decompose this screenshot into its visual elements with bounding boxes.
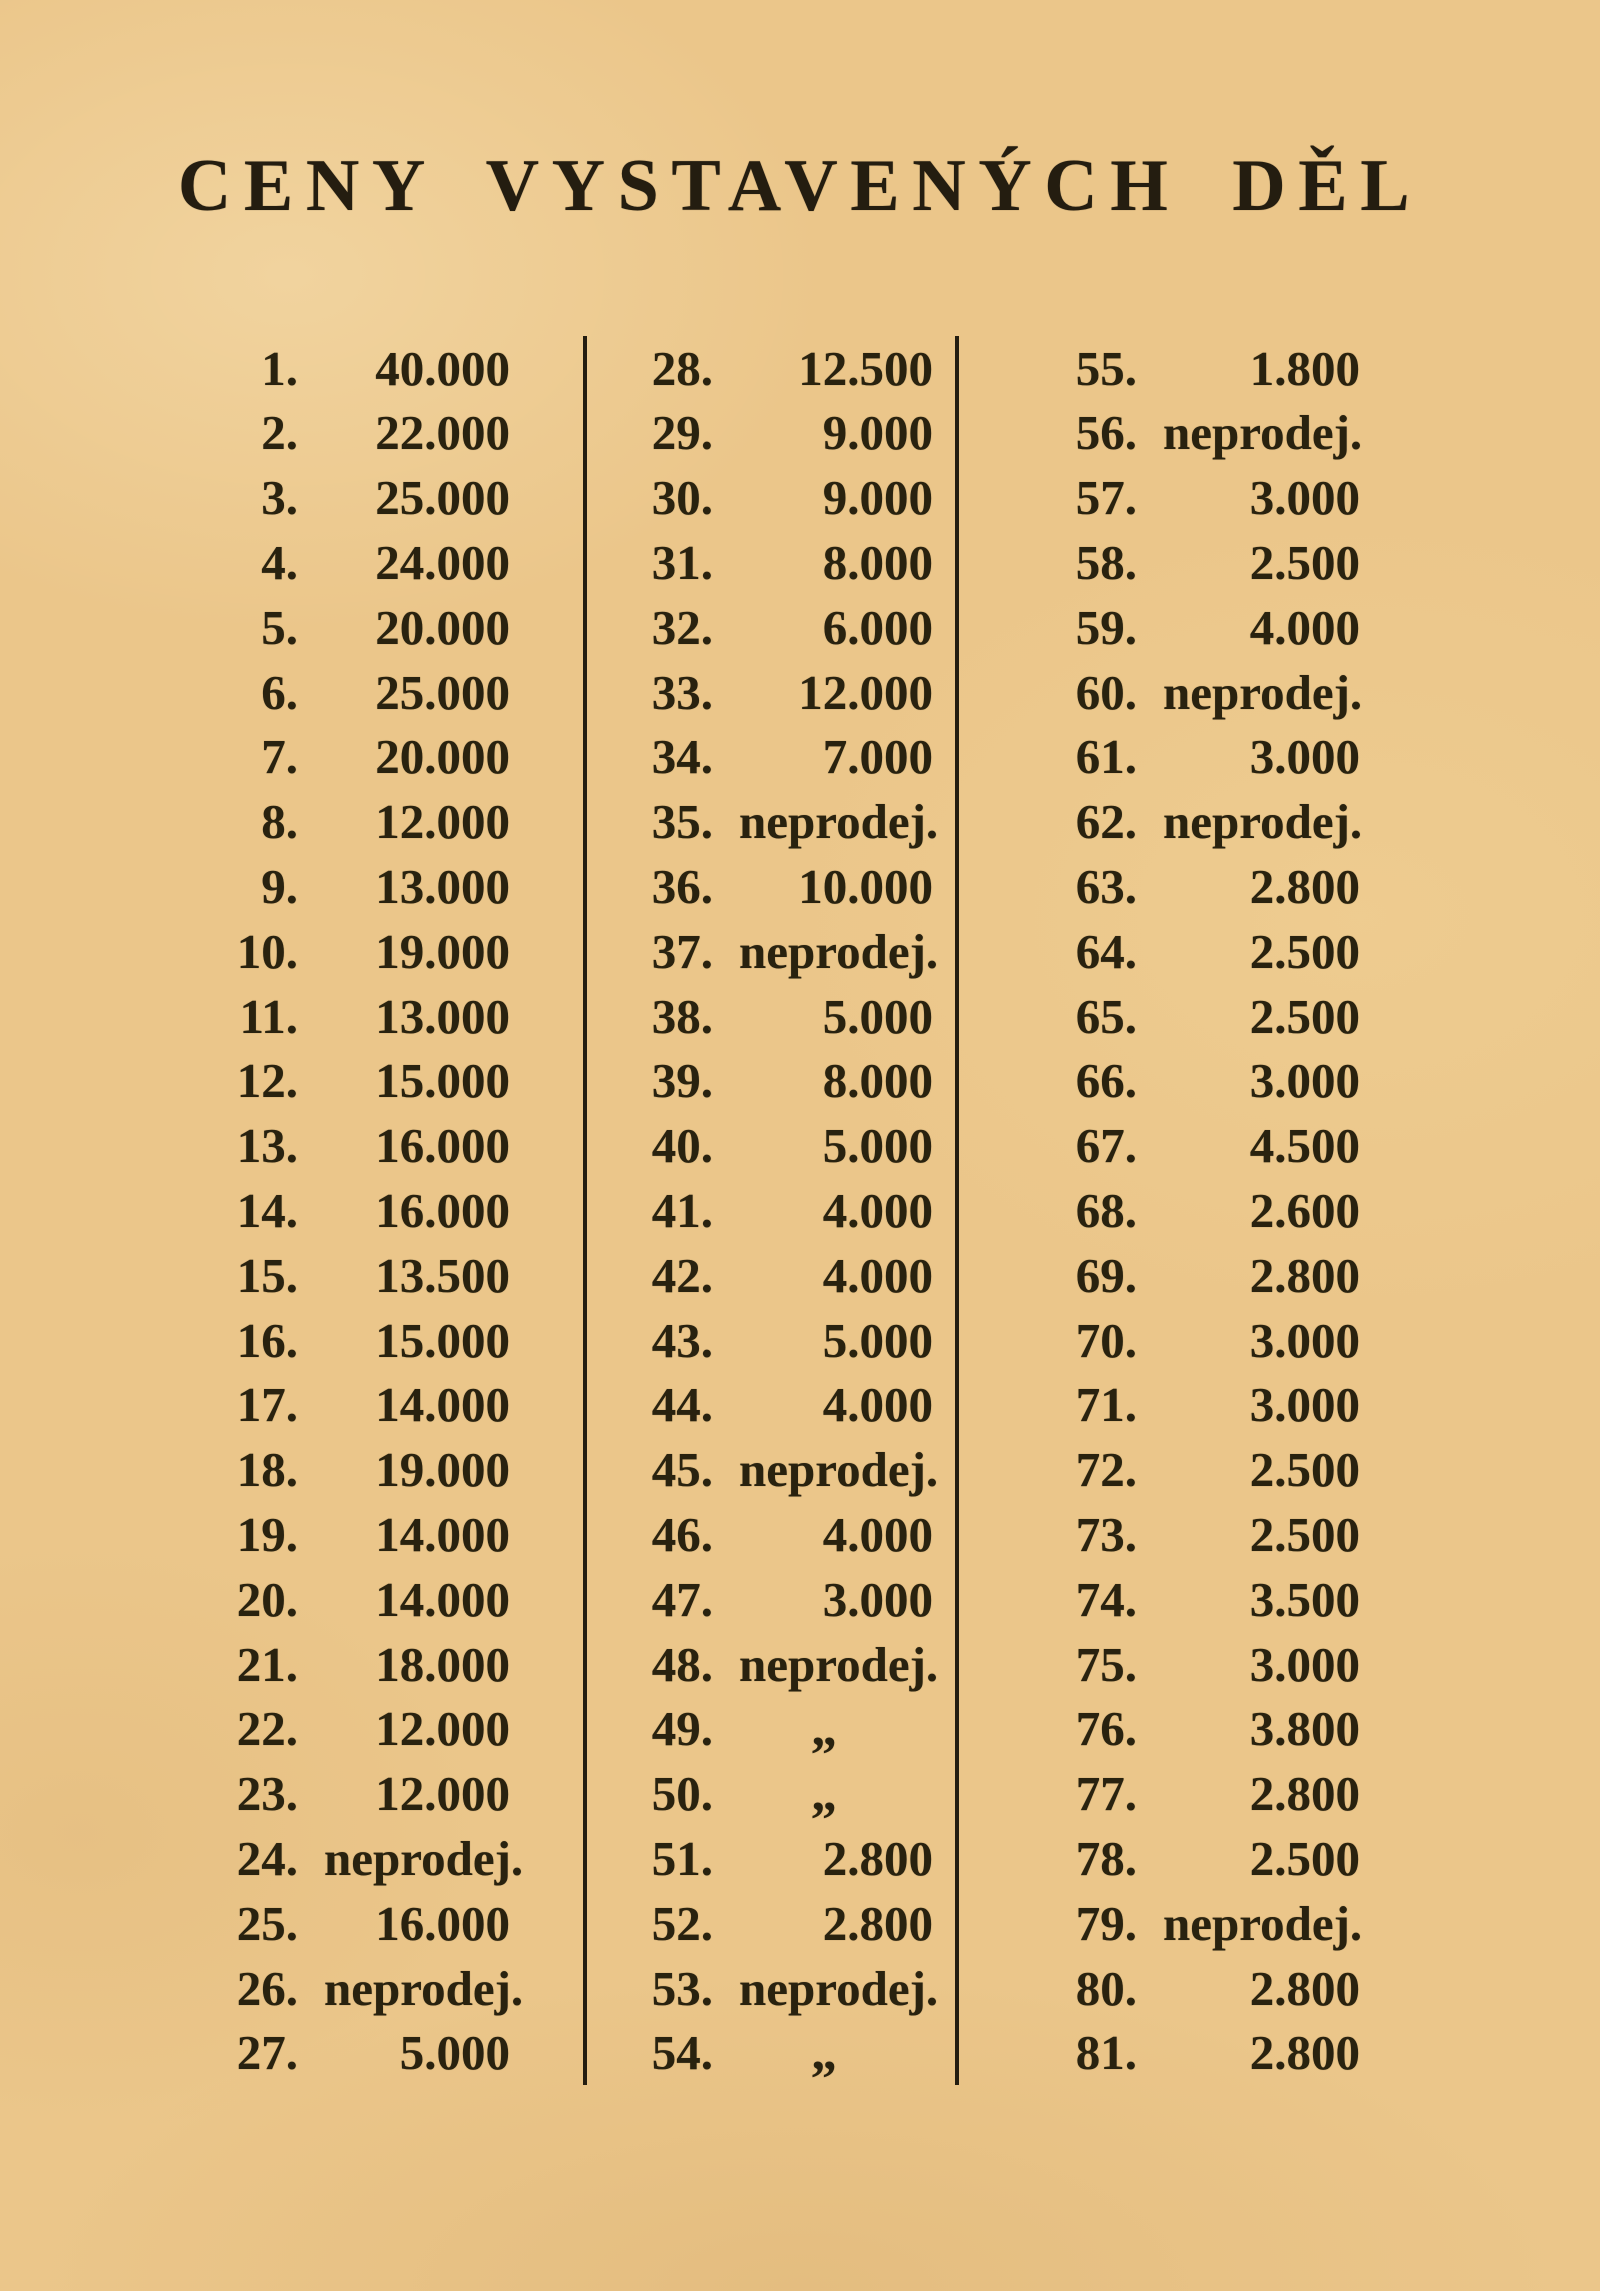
item-price: 2.500	[1249, 988, 1360, 1044]
table-row	[959, 1826, 1412, 1891]
item-price: 9.000	[822, 470, 933, 526]
item-price: 5.000	[822, 1118, 933, 1174]
item-price: 9.000	[822, 405, 933, 461]
table-row	[959, 400, 1412, 465]
item-number: 49.	[651, 1701, 713, 1757]
table-row	[959, 919, 1412, 984]
table-row	[587, 530, 955, 595]
table-row	[587, 854, 955, 919]
item-price: 2.800	[1249, 1247, 1360, 1303]
item-price: 15.000	[375, 1053, 510, 1109]
item-price: 12.000	[375, 1701, 510, 1757]
table-row	[198, 1243, 583, 1308]
item-price: 4.000	[822, 1247, 933, 1303]
item-price: 12.000	[375, 1766, 510, 1822]
item-price: 2.500	[1249, 1830, 1360, 1886]
not-for-sale-label: neprodej.	[739, 1636, 939, 1692]
item-number: 29.	[651, 405, 713, 461]
item-price: 5.000	[399, 2025, 510, 2081]
table-row	[198, 336, 583, 401]
item-price: 3.000	[1249, 470, 1360, 526]
table-row	[587, 789, 955, 854]
item-number: 67.	[1075, 1118, 1137, 1174]
table-row	[959, 1308, 1412, 1373]
item-number: 21.	[236, 1636, 298, 1692]
item-number: 15.	[236, 1247, 298, 1303]
item-number: 5.	[261, 599, 298, 655]
item-price: 13.000	[375, 988, 510, 1044]
item-number: 51.	[651, 1830, 713, 1886]
item-number: 37.	[651, 923, 713, 979]
table-row	[198, 1891, 583, 1956]
item-number: 25.	[236, 1895, 298, 1951]
item-price: 16.000	[375, 1182, 510, 1238]
item-price: 16.000	[375, 1895, 510, 1951]
item-number: 14.	[236, 1182, 298, 1238]
item-number: 33.	[651, 664, 713, 720]
table-row	[959, 1372, 1412, 1437]
table-row	[198, 984, 583, 1049]
table-row	[198, 724, 583, 789]
item-price: 5.000	[822, 1312, 933, 1368]
table-row	[587, 1761, 955, 1826]
item-number: 22.	[236, 1701, 298, 1757]
not-for-sale-label: neprodej.	[739, 923, 939, 979]
not-for-sale-label: neprodej.	[739, 1960, 939, 2016]
item-number: 39.	[651, 1053, 713, 1109]
table-row	[198, 1567, 583, 1632]
item-number: 81.	[1075, 2025, 1137, 2081]
item-number: 42.	[651, 1247, 713, 1303]
item-number: 28.	[651, 340, 713, 396]
item-price: 3.000	[822, 1571, 933, 1627]
item-number: 72.	[1075, 1442, 1137, 1498]
item-price: 5.000	[822, 988, 933, 1044]
item-number: 36.	[651, 858, 713, 914]
table-row	[587, 1048, 955, 1113]
item-number: 80.	[1075, 1960, 1137, 2016]
item-number: 11.	[239, 988, 298, 1044]
table-row	[198, 1956, 583, 2021]
table-row	[587, 336, 955, 401]
page-title: CENY VYSTAVENÝCH DĚL	[177, 145, 1423, 227]
item-number: 50.	[651, 1766, 713, 1822]
item-number: 27.	[236, 2025, 298, 2081]
item-price: 24.000	[375, 534, 510, 590]
table-row	[198, 1372, 583, 1437]
table-row	[959, 336, 1412, 401]
table-row	[959, 1048, 1412, 1113]
table-row	[198, 2020, 583, 2085]
item-price: 2.800	[822, 1895, 933, 1951]
item-price: 25.000	[375, 664, 510, 720]
table-row	[198, 465, 583, 530]
not-for-sale-label: neprodej.	[739, 794, 939, 850]
item-number: 41.	[651, 1182, 713, 1238]
item-price: 3.000	[1249, 1636, 1360, 1692]
item-price: 6.000	[822, 599, 933, 655]
table-row	[587, 919, 955, 984]
item-price: 13.500	[375, 1247, 510, 1303]
not-for-sale-label: neprodej.	[324, 1960, 524, 2016]
item-number: 79.	[1075, 1895, 1137, 1951]
table-row	[587, 1956, 955, 2021]
item-price: 2.500	[1249, 1506, 1360, 1562]
table-row	[587, 1243, 955, 1308]
item-price: 16.000	[375, 1118, 510, 1174]
item-price: 2.500	[1249, 923, 1360, 979]
item-number: 62.	[1075, 794, 1137, 850]
item-number: 40.	[651, 1118, 713, 1174]
item-price: 3.000	[1249, 1053, 1360, 1109]
item-number: 35.	[651, 794, 713, 850]
item-price: 3.000	[1249, 1377, 1360, 1433]
table-row	[959, 1696, 1412, 1761]
item-number: 31.	[651, 534, 713, 590]
table-row	[959, 1437, 1412, 1502]
table-row	[959, 789, 1412, 854]
item-number: 55.	[1075, 340, 1137, 396]
item-price: 20.000	[375, 729, 510, 785]
item-number: 69.	[1075, 1247, 1137, 1303]
item-price: 3.000	[1249, 1312, 1360, 1368]
item-number: 73.	[1075, 1506, 1137, 1562]
table-row	[198, 789, 583, 854]
table-row	[959, 984, 1412, 1049]
ditto-mark: „	[811, 2024, 839, 2082]
not-for-sale-label: neprodej.	[1163, 664, 1363, 720]
table-row	[587, 1567, 955, 1632]
item-number: 17.	[236, 1377, 298, 1433]
table-row	[959, 465, 1412, 530]
item-price: 40.000	[375, 340, 510, 396]
item-price: 4.000	[822, 1506, 933, 1562]
table-row	[959, 2020, 1412, 2085]
table-row	[198, 530, 583, 595]
item-number: 1.	[261, 340, 298, 396]
item-number: 12.	[236, 1053, 298, 1109]
item-number: 13.	[236, 1118, 298, 1174]
item-price: 2.500	[1249, 1442, 1360, 1498]
table-row	[587, 660, 955, 725]
item-number: 19.	[236, 1506, 298, 1562]
item-price: 20.000	[375, 599, 510, 655]
item-number: 64.	[1075, 923, 1137, 979]
item-number: 45.	[651, 1442, 713, 1498]
not-for-sale-label: neprodej.	[1163, 405, 1363, 461]
table-row	[587, 1113, 955, 1178]
table-row	[198, 1437, 583, 1502]
item-number: 43.	[651, 1312, 713, 1368]
ditto-mark: „	[811, 1765, 839, 1823]
item-number: 77.	[1075, 1766, 1137, 1822]
item-number: 65.	[1075, 988, 1137, 1044]
table-row	[959, 1761, 1412, 1826]
item-number: 74.	[1075, 1571, 1137, 1627]
item-number: 38.	[651, 988, 713, 1044]
table-row	[198, 1826, 583, 1891]
table-row	[959, 1502, 1412, 1567]
item-number: 68.	[1075, 1182, 1137, 1238]
table-row	[959, 1891, 1412, 1956]
table-row	[587, 1178, 955, 1243]
table-row	[587, 1696, 955, 1761]
price-column-2	[583, 336, 955, 2086]
table-row	[587, 1826, 955, 1891]
table-row	[198, 1113, 583, 1178]
table-row	[587, 1891, 955, 1956]
item-number: 70.	[1075, 1312, 1137, 1368]
item-number: 76.	[1075, 1701, 1137, 1757]
item-price: 2.800	[1249, 1960, 1360, 2016]
item-price: 13.000	[375, 858, 510, 914]
not-for-sale-label: neprodej.	[324, 1830, 524, 1886]
table-row	[587, 1502, 955, 1567]
item-price: 8.000	[822, 1053, 933, 1109]
table-row	[959, 1956, 1412, 2021]
table-row	[198, 1761, 583, 1826]
table-row	[198, 1696, 583, 1761]
item-price: 3.800	[1249, 1701, 1360, 1757]
item-number: 23.	[236, 1766, 298, 1822]
item-number: 8.	[261, 794, 298, 850]
item-number: 9.	[261, 858, 298, 914]
item-number: 60.	[1075, 664, 1137, 720]
table-row	[587, 984, 955, 1049]
table-row	[959, 1632, 1412, 1697]
table-row	[198, 1178, 583, 1243]
table-row	[959, 595, 1412, 660]
table-row	[587, 1632, 955, 1697]
item-number: 30.	[651, 470, 713, 526]
table-row	[198, 1048, 583, 1113]
item-price: 15.000	[375, 1312, 510, 1368]
item-price: 2.800	[822, 1830, 933, 1886]
item-number: 53.	[651, 1960, 713, 2016]
item-number: 58.	[1075, 534, 1137, 590]
item-number: 16.	[236, 1312, 298, 1368]
item-price: 4.000	[822, 1182, 933, 1238]
item-number: 56.	[1075, 405, 1137, 461]
item-number: 46.	[651, 1506, 713, 1562]
price-column-3	[955, 336, 1412, 2086]
table-row	[959, 1113, 1412, 1178]
item-price: 19.000	[375, 1442, 510, 1498]
table-row	[198, 400, 583, 465]
price-column-1	[198, 336, 583, 2086]
table-row	[198, 1502, 583, 1567]
item-number: 61.	[1075, 729, 1137, 785]
item-price: 18.000	[375, 1636, 510, 1692]
item-number: 32.	[651, 599, 713, 655]
table-row	[587, 2020, 955, 2085]
item-price: 14.000	[375, 1377, 510, 1433]
item-number: 6.	[261, 664, 298, 720]
item-number: 20.	[236, 1571, 298, 1627]
item-number: 66.	[1075, 1053, 1137, 1109]
item-number: 71.	[1075, 1377, 1137, 1433]
item-number: 63.	[1075, 858, 1137, 914]
item-price: 4.000	[822, 1377, 933, 1433]
table-row	[198, 1308, 583, 1373]
item-price: 12.000	[375, 794, 510, 850]
ditto-mark: „	[811, 1700, 839, 1758]
table-row	[959, 854, 1412, 919]
item-number: 48.	[651, 1636, 713, 1692]
item-price: 8.000	[822, 534, 933, 590]
item-price: 10.000	[798, 858, 933, 914]
item-price: 12.000	[798, 664, 933, 720]
table-row	[587, 1308, 955, 1373]
item-number: 78.	[1075, 1830, 1137, 1886]
item-price: 1.800	[1249, 340, 1360, 396]
item-number: 2.	[261, 405, 298, 461]
item-number: 52.	[651, 1895, 713, 1951]
table-row	[587, 1372, 955, 1437]
item-price: 3.000	[1249, 729, 1360, 785]
table-row	[198, 595, 583, 660]
item-number: 54.	[651, 2025, 713, 2081]
item-number: 24.	[236, 1830, 298, 1886]
not-for-sale-label: neprodej.	[1163, 794, 1363, 850]
item-number: 75.	[1075, 1636, 1137, 1692]
item-price: 2.800	[1249, 1766, 1360, 1822]
item-number: 4.	[261, 534, 298, 590]
table-row	[587, 595, 955, 660]
item-price: 4.500	[1249, 1118, 1360, 1174]
item-number: 3.	[261, 470, 298, 526]
table-row	[587, 1437, 955, 1502]
price-table	[198, 336, 1412, 2086]
table-row	[959, 1567, 1412, 1632]
item-number: 18.	[236, 1442, 298, 1498]
item-price: 22.000	[375, 405, 510, 461]
item-price: 14.000	[375, 1506, 510, 1562]
table-row	[959, 1243, 1412, 1308]
table-row	[587, 400, 955, 465]
item-price: 2.600	[1249, 1182, 1360, 1238]
item-number: 57.	[1075, 470, 1137, 526]
table-row	[198, 1632, 583, 1697]
table-row	[959, 724, 1412, 789]
not-for-sale-label: neprodej.	[739, 1442, 939, 1498]
item-price: 14.000	[375, 1571, 510, 1627]
table-row	[198, 854, 583, 919]
item-number: 7.	[261, 729, 298, 785]
item-number: 34.	[651, 729, 713, 785]
table-row	[198, 919, 583, 984]
table-row	[959, 1178, 1412, 1243]
table-row	[959, 530, 1412, 595]
item-price: 7.000	[822, 729, 933, 785]
table-row	[587, 465, 955, 530]
item-number: 44.	[651, 1377, 713, 1433]
not-for-sale-label: neprodej.	[1163, 1895, 1363, 1951]
item-number: 59.	[1075, 599, 1137, 655]
table-row	[587, 724, 955, 789]
table-row	[198, 660, 583, 725]
item-price: 4.000	[1249, 599, 1360, 655]
item-price: 2.800	[1249, 2025, 1360, 2081]
item-price: 12.500	[798, 340, 933, 396]
item-price: 2.800	[1249, 858, 1360, 914]
item-price: 2.500	[1249, 534, 1360, 590]
item-price: 19.000	[375, 923, 510, 979]
item-number: 26.	[236, 1960, 298, 2016]
item-price: 3.500	[1249, 1571, 1360, 1627]
item-price: 25.000	[375, 470, 510, 526]
item-number: 10.	[236, 923, 298, 979]
table-row	[959, 660, 1412, 725]
item-number: 47.	[651, 1571, 713, 1627]
